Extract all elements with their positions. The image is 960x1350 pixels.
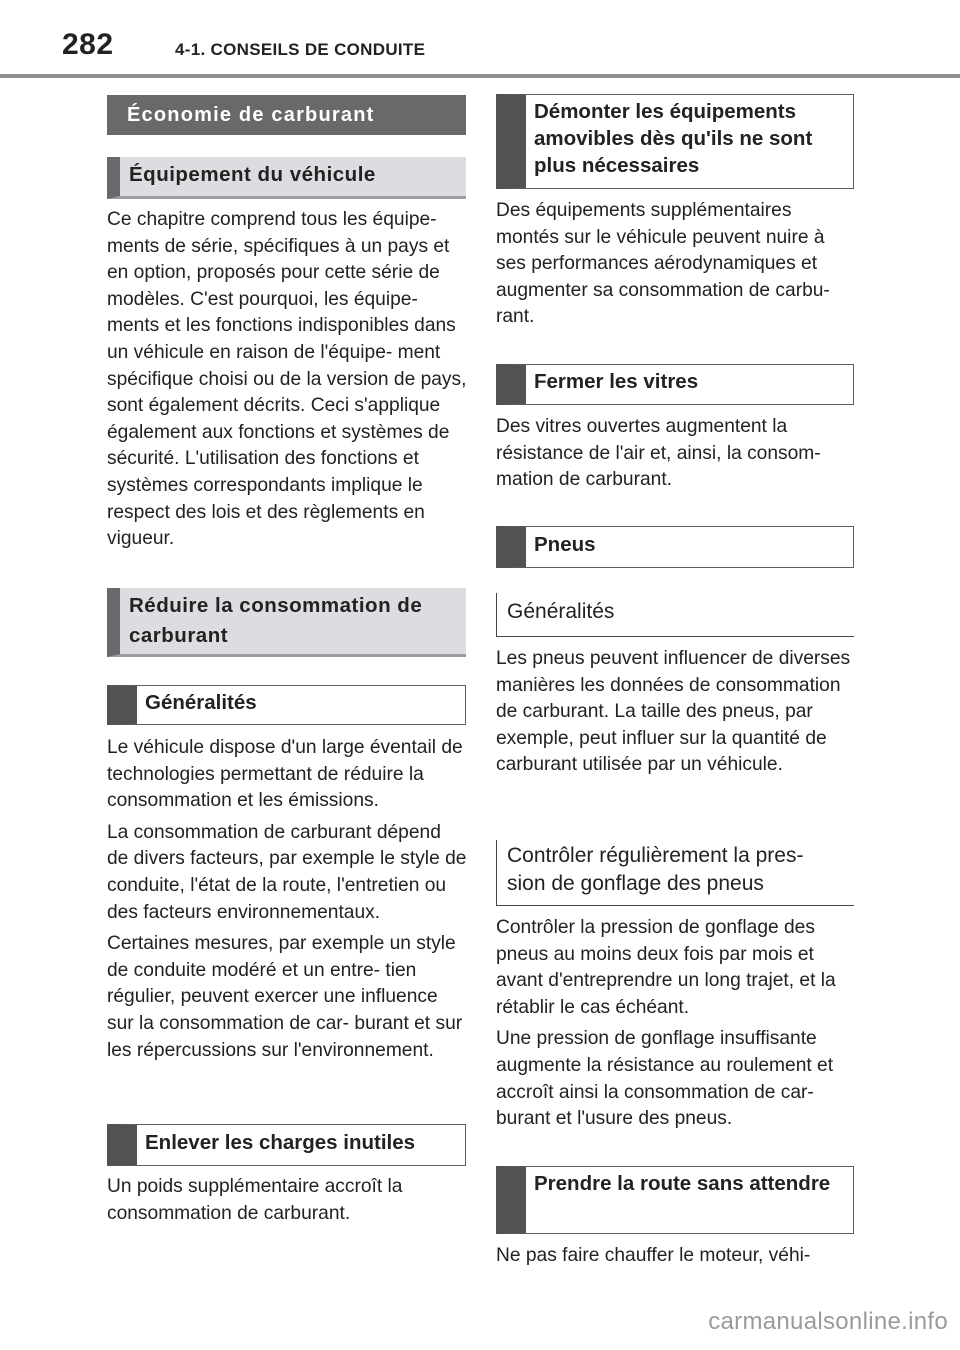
main-title: Économie de carburant <box>127 104 375 126</box>
chapter-title: 4-1. CONSEILS DE CONDUITE <box>175 40 426 59</box>
remove-equipment-heading-box <box>496 94 854 189</box>
remove-equipment-text-block <box>496 198 856 336</box>
page-number: 282 <box>62 28 114 61</box>
loads-paragraph: Un poids supplémentaire accroît la consommation de carburant. <box>107 1176 403 1224</box>
main-title-band <box>107 95 466 135</box>
loads-heading-box <box>107 1124 466 1166</box>
vehicle-equipment-heading <box>107 157 466 199</box>
tyres-general-paragraph: Les pneus peuvent influencer de diverses manières les données de consommation de carburant. La taille des pneus, par exemple, peut influer sur la quantité de carburant utilisée par un véhicule. <box>496 648 851 776</box>
windows-heading-label: Fermer les vitres <box>534 370 699 393</box>
loads-heading-label: Enlever les charges inutiles <box>145 1131 416 1154</box>
pressure-paragraph-2: Une pression de gonflage insuffisante augmente la résistance au roulement et accroît ainsi la consommation de car- burant et l'usure des pneus. <box>496 1028 834 1130</box>
general-paragraph-3: Certaines mesures, par exemple un style de conduite modéré et un entre- tien régulier, peuvent exercer une influence sur la consommation de car- burant et sur les répercussions sur l'environnement. <box>107 933 463 1061</box>
vehicle-equipment-paragraph: Ce chapitre comprend tous les équipe- ments de série, spécifiques à un pays et en option, proposés pour cette série de modèles. C'est pourquoi, les équipe- ments et les fonctions indisponibles dans un véhicule en raison de l'équipe- ment spécifique choisi ou de la version de pays, sont également décrits. Ceci s'applique également aux fonctions et systèmes de sécurité. L'utilisation des fonctions et systèmes correspondants implique le respect des lois et des règlements en vigueur. <box>107 209 467 550</box>
drive-heading-box <box>496 1166 854 1234</box>
remove-equipment-heading-label: Démonter les équipements amovibles dès qu'ils ne sont plus nécessaires <box>534 100 813 177</box>
watermark: carmanualsonline.info <box>708 1308 948 1335</box>
pressure-text-block <box>496 915 856 1138</box>
drive-paragraph: Ne pas faire chauffer le moteur, véhi- <box>496 1245 811 1266</box>
drive-heading-label: Prendre la route sans attendre <box>534 1172 831 1195</box>
reduce-consumption-heading-label: Réduire la consommation de carburant <box>129 594 423 647</box>
tyres-general-text-block <box>496 646 856 784</box>
tyres-heading-label: Pneus <box>534 533 596 556</box>
windows-paragraph: Des vitres ouvertes augmentent la résistance de l'air et, ainsi, la consom- mation de carburant. <box>496 416 821 491</box>
loads-text-block <box>107 1174 467 1232</box>
general-paragraph-1: Le véhicule dispose d'un large éventail de technologies permettant de réduire la consommation et les émissions. <box>107 737 463 812</box>
pressure-heading-label: Contrôler régulièrement la pres- sion de gonflage des pneus <box>507 844 804 895</box>
vehicle-equipment-heading-label: Équipement du véhicule <box>129 163 376 186</box>
general-heading-label: Généralités <box>145 691 257 714</box>
windows-text-block <box>496 414 856 499</box>
pressure-heading <box>496 840 854 906</box>
pressure-paragraph-1: Contrôler la pression de gonflage des pneus au moins deux fois par mois et avant d'entreprendre un long trajet, et la rétablir le cas échéant. <box>496 917 836 1018</box>
remove-equipment-paragraph: Des équipements supplémentaires montés sur le véhicule peuvent nuire à ses performances aérodynamiques et augmenter sa consommation de carbu- rant. <box>496 200 830 328</box>
reduce-consumption-heading <box>107 588 466 657</box>
header-rule <box>0 74 960 78</box>
general-paragraph-2: La consommation de carburant dépend de divers facteurs, par exemple le style de conduite, l'état de la route, l'entretien ou des facteurs environnementaux. <box>107 821 467 923</box>
tyres-general-heading-label: Généralités <box>507 600 615 623</box>
vehicle-equipment-text-block <box>107 207 467 558</box>
windows-heading-box <box>496 364 854 405</box>
general-text-block <box>107 735 467 1069</box>
drive-text-block <box>496 1243 856 1275</box>
general-heading-box <box>107 685 466 725</box>
tyres-heading-box <box>496 526 854 568</box>
tyres-general-heading <box>496 593 854 637</box>
